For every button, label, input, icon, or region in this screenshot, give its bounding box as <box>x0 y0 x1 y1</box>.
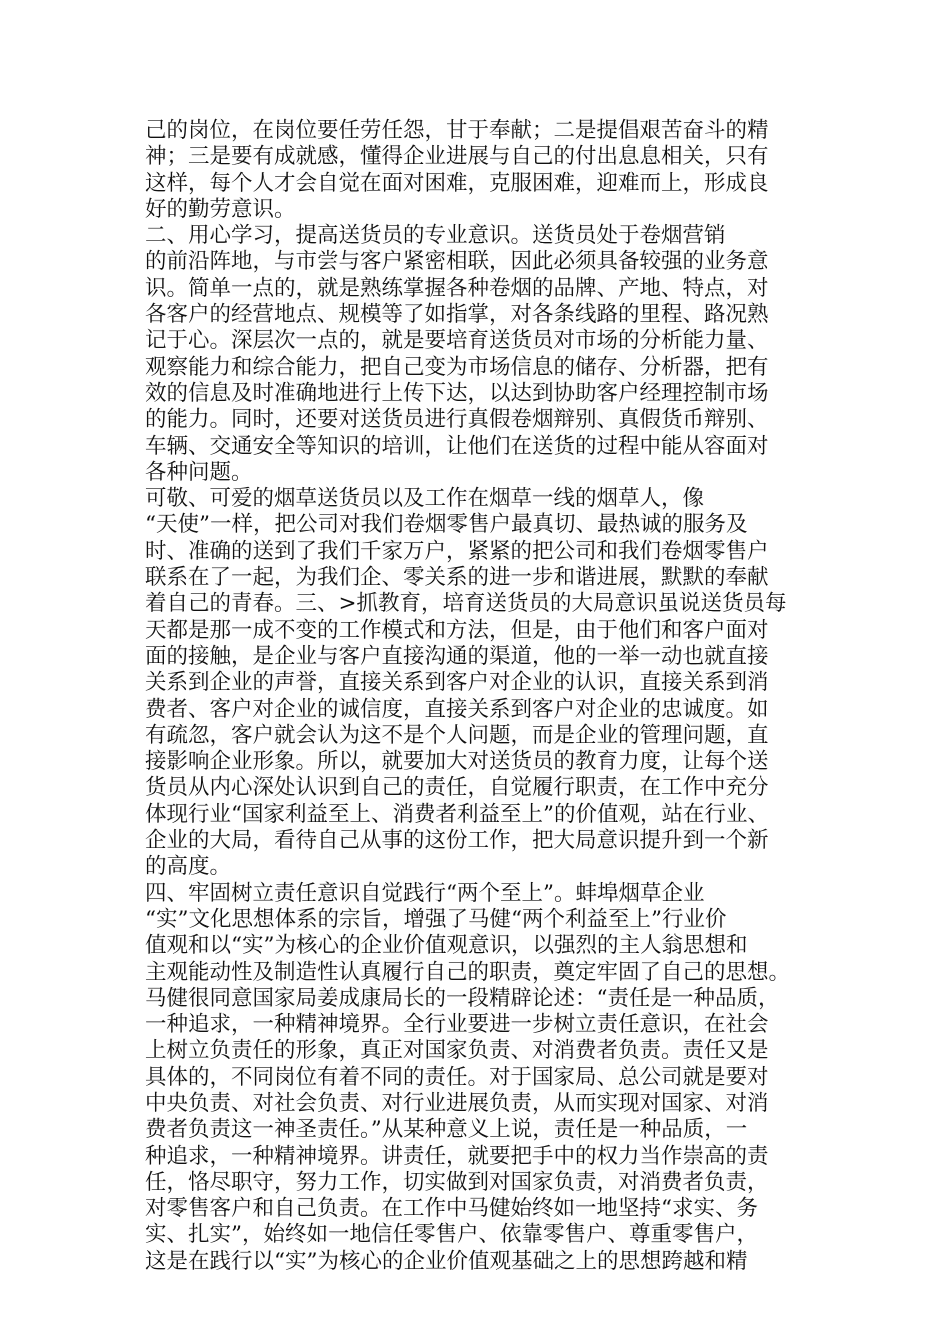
document-body <box>145 118 825 1275</box>
text-line: 值观和以“实”为核心的企业价值观意识，以强烈的主人翁思想和 <box>145 933 748 959</box>
text-line: 费者负责这一神圣责任。”从某种意义上说，责任是一种品质，一 <box>145 1117 748 1143</box>
text-line: 企业的大局，看待自己从事的这份工作，把大局意识提升到一个新 <box>145 828 769 854</box>
text-line: 货员从内心深处认识到自己的责任，自觉履行职责，在工作中充分 <box>145 775 769 801</box>
text-line: 神；三是要有成就感，懂得企业进展与自己的付出息息相关，只有 <box>145 144 769 170</box>
text-line: 各客户的经营地点、规模等了如指掌，对各条线路的里程、路况熟 <box>145 302 769 328</box>
text-line: 这样，每个人才会自觉在面对困难，克服困难，迎难而上，形成良 <box>145 170 769 196</box>
text-line: 己的岗位，在岗位要任劳任怨，甘于奉献；二是提倡艰苦奋斗的精 <box>145 118 769 143</box>
text-line: 四、牢固树立责任意识自觉践行“两个至上”。蚌埠烟草企业 <box>145 880 705 906</box>
text-line: 体现行业“国家利益至上、消费者利益至上”的价值观，站在行业、 <box>145 801 769 827</box>
text-line: 实、扎实”，始终如一地信任零售户、依靠零售户、尊重零售户， <box>145 1222 758 1248</box>
text-line: 各种问题。 <box>145 459 253 485</box>
text-line: 的高度。 <box>145 854 232 880</box>
text-line: 主观能动性及制造性认真履行自己的职责，奠定牢固了自己的思想。 <box>145 959 791 985</box>
text-line: 可敬、可爱的烟草送货员以及工作在烟草一线的烟草人，像 <box>145 486 705 512</box>
text-line: 上树立负责任的形象，真正对国家负责、对消费者负责。责任又是 <box>145 1038 769 1064</box>
text-line: 的能力。同时，还要对送货员进行真假卷烟辩别、真假货币辩别、 <box>145 407 769 433</box>
text-line: 有疏忽，客户就会认为这不是个人问题，而是企业的管理问题，直 <box>145 722 769 748</box>
text-line: 效的信息及时准确地进行上传下达，以达到协助客户经理控制市场 <box>145 380 769 406</box>
text-line: 记于心。深层次一点的，就是要培育送货员对市场的分析能力量、 <box>145 328 769 354</box>
text-line: 的前沿阵地，与市尝与客户紧密相联，因此必须具备较强的业务意 <box>145 249 769 275</box>
text-line: 车辆、交通安全等知识的培训，让他们在送货的过程中能从容面对 <box>145 433 769 459</box>
text-line: 时、准确的送到了我们千家万户，紧紧的把公司和我们卷烟零售户 <box>145 538 769 564</box>
text-line: 对零售客户和自己负责。在工作中马健始终如一地坚持“求实、务 <box>145 1196 758 1222</box>
text-line: “天使”一样，把公司对我们卷烟零售户最真切、最热诚的服务及 <box>145 512 748 538</box>
text-line: 关系到企业的声誉，直接关系到客户对企业的认识，直接关系到消 <box>145 670 769 696</box>
text-line: 着自己的青春。三、>抓教育，培育送货员的大局意识虽说送货员每 <box>145 591 787 617</box>
text-line: 这是在践行以“实”为核心的企业价值观基础之上的思想跨越和精 <box>145 1248 748 1274</box>
text-line: 具体的，不同岗位有着不同的责任。对于国家局、总公司就是要对 <box>145 1064 769 1090</box>
text-line: 联系在了一起，为我们企、零关系的进一步和谐进展，默默的奉献 <box>145 565 769 591</box>
text-line: 观察能力和综合能力，把自己变为市场信息的储存、分析器，把有 <box>145 354 769 380</box>
text-line: 任，恪尽职守，努力工作，切实做到对国家负责，对消费者负责， <box>145 1169 769 1195</box>
text-line: 二、用心学习，提高送货员的专业意识。送货员处于卷烟营销 <box>145 223 726 249</box>
text-line: 马健很同意国家局姜成康局长的一段精辟论述：“责任是一种品质， <box>145 985 780 1011</box>
text-line: 好的勤劳意识。 <box>145 196 296 222</box>
text-line: 接影响企业形象。所以，就要加大对送货员的教育力度，让每个送 <box>145 749 769 775</box>
text-line: 一种追求，一种精神境界。全行业要进一步树立责任意识，在社会 <box>145 1012 769 1038</box>
text-line: 种追求，一种精神境界。讲责任，就要把手中的权力当作崇高的责 <box>145 1143 769 1169</box>
text-line: 识。简单一点的，就是熟练掌握各种卷烟的品牌、产地、特点，对 <box>145 275 769 301</box>
text-line: 费者、客户对企业的诚信度，直接关系到客户对企业的忠诚度。如 <box>145 696 769 722</box>
text-line: “实”文化思想体系的宗旨，增强了马健“两个利益至上”行业价 <box>145 906 727 932</box>
text-line: 中央负责、对社会负责、对行业进展负责，从而实现对国家、对消 <box>145 1090 769 1116</box>
text-line: 面的接触，是企业与客户直接沟通的渠道，他的一举一动也就直接 <box>145 643 769 669</box>
text-line: 天都是那一成不变的工作模式和方法，但是，由于他们和客户面对 <box>145 617 769 643</box>
